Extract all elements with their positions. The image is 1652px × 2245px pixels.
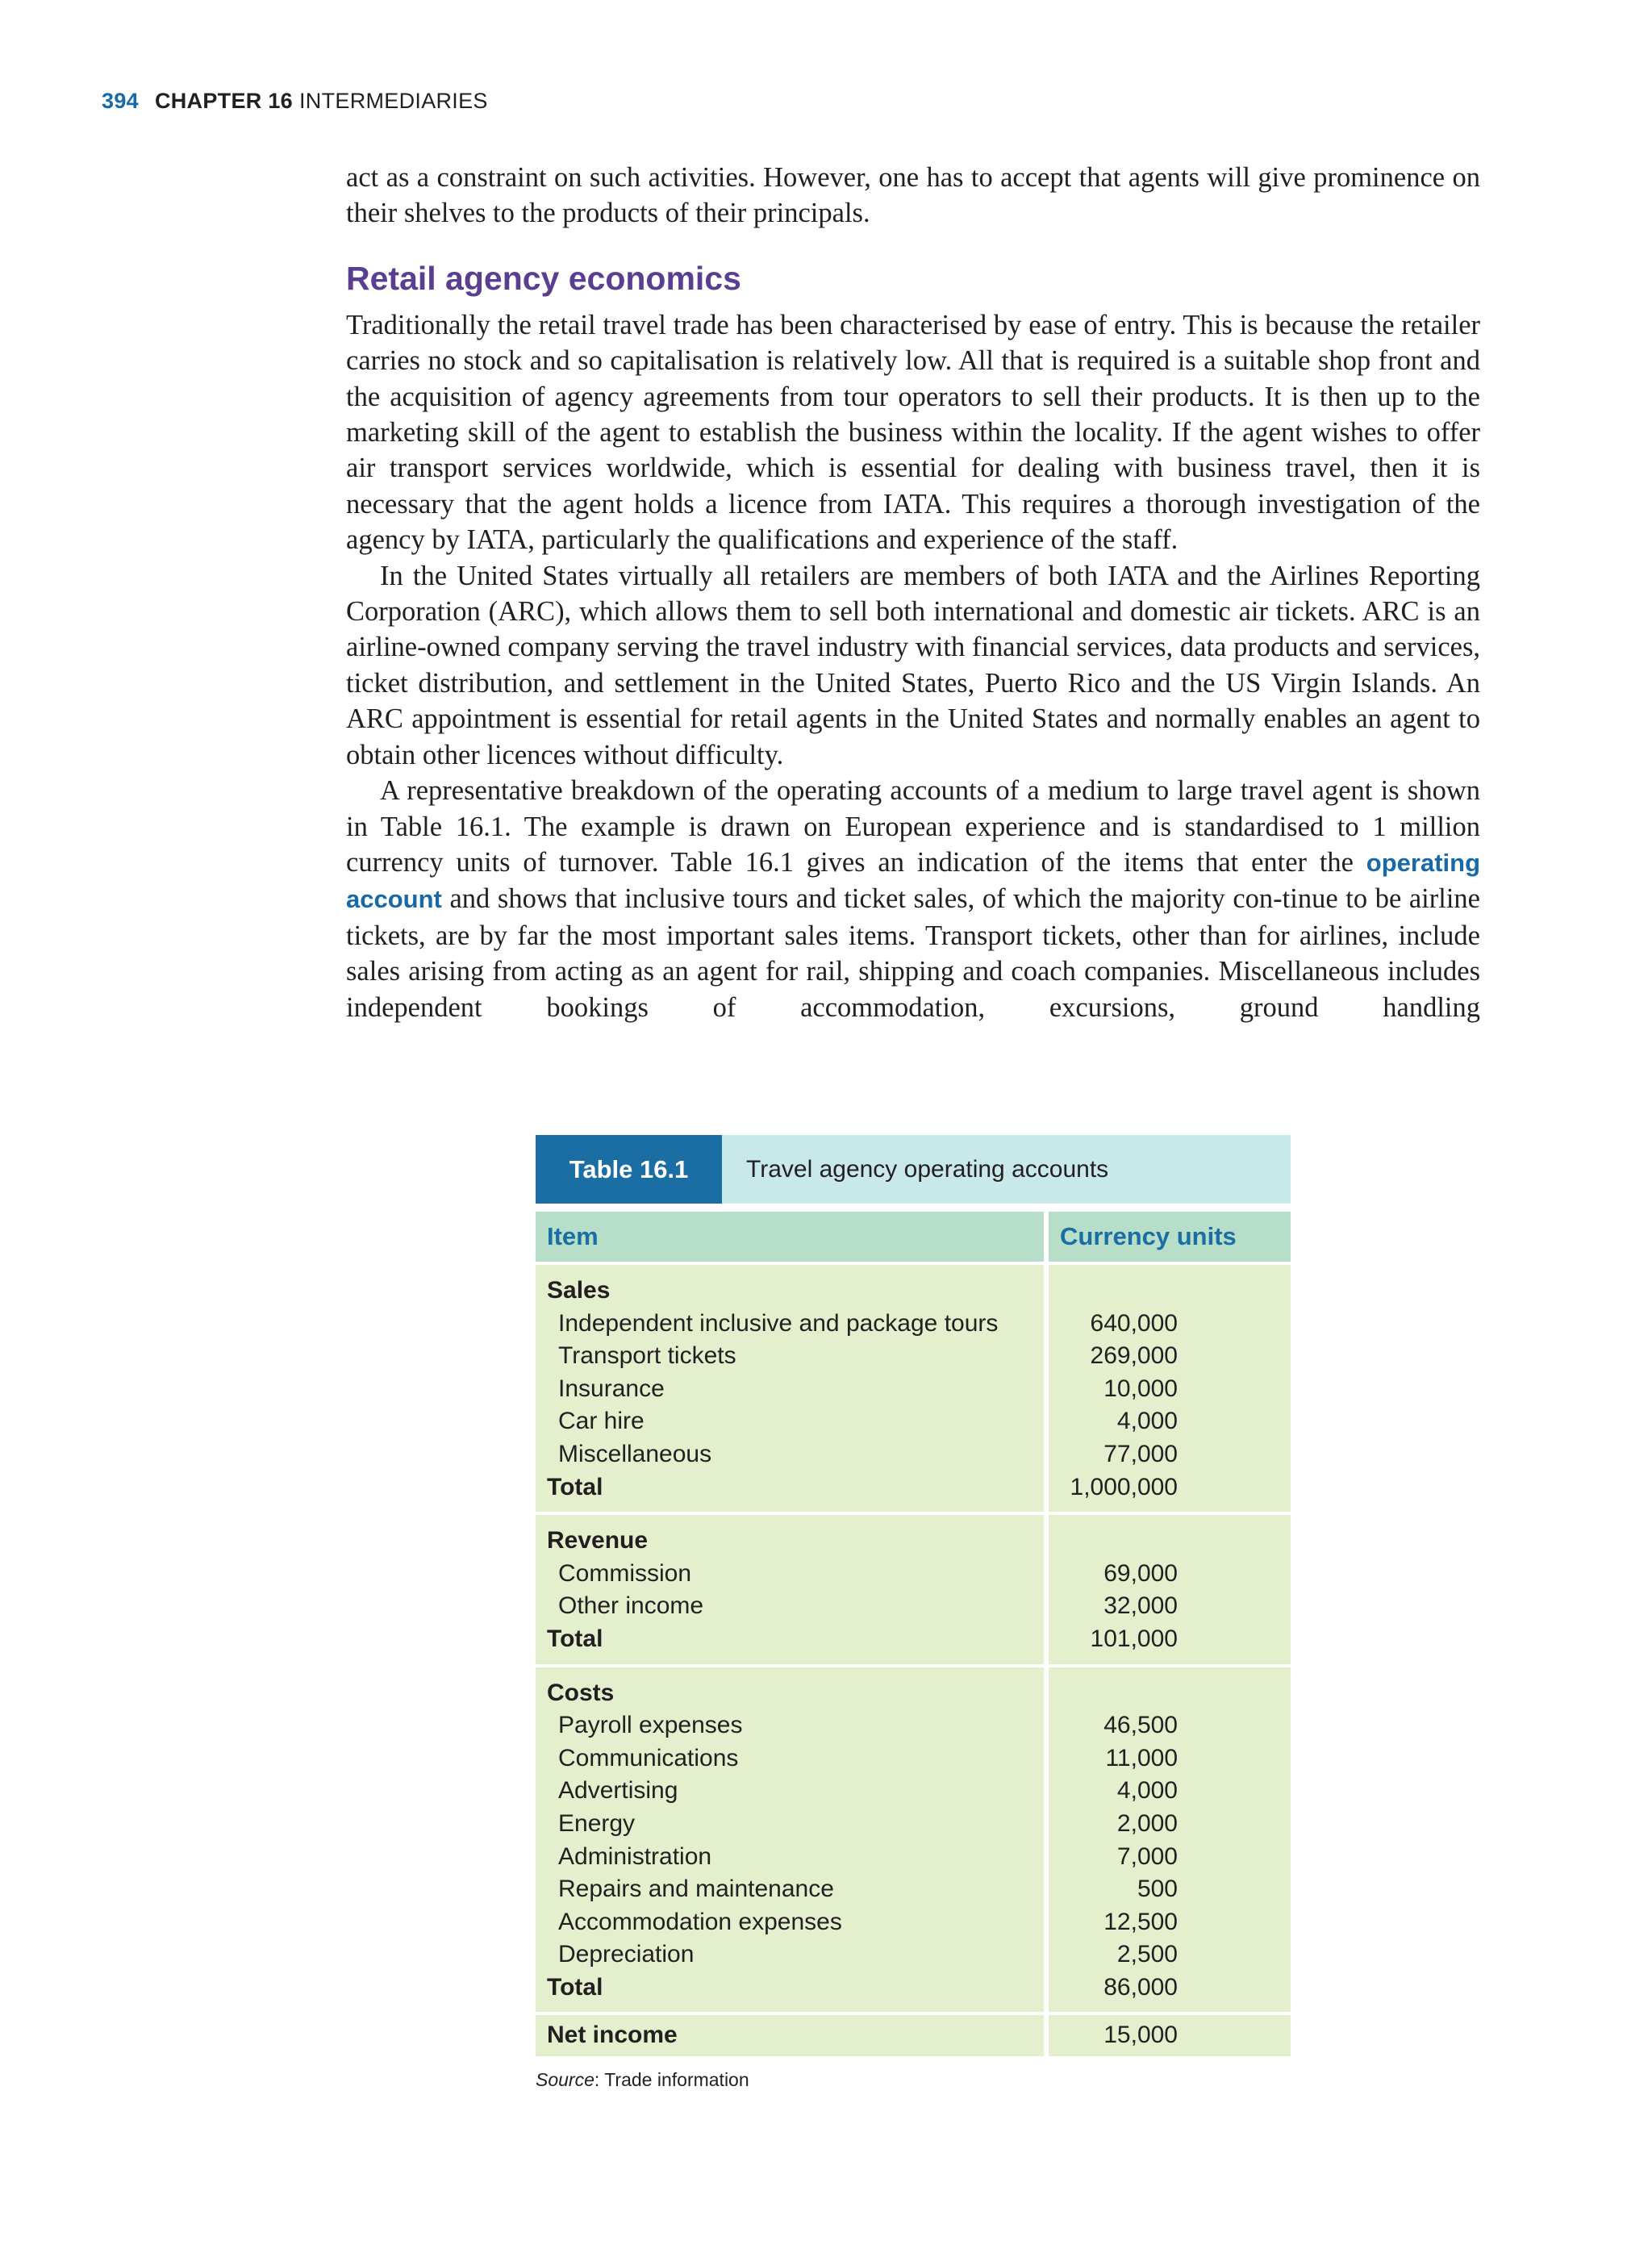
source-text: : Trade information [594, 2069, 749, 2091]
table-row-label: Payroll expenses [558, 1712, 743, 1739]
costs-values [1049, 1667, 1291, 2013]
paragraph-2: In the United States virtually all retailers are members of both IATA and the Airlines Reporting Corporation (ARC), which allows them to sell both international and domestic air tickets. ARC is an airline-owned company serving the travel industry with financial services, data products and services, ticket distribution, and settlement in the United States, Puerto Rico and the US Virgin Islands. An ARC appointment is essential for retail agents in the United States and normally enables an agent to obtain other licences without difficulty. [346, 560, 1480, 770]
paragraph-1: Traditionally the retail travel trade has been characterised by ease of entry. This is because the retailer carries no stock and so capitalisation is relatively low. All that is required is a suitable shop front and the acquisition of agency agreements from tour operators to sell their products. It is then up to the marketing skill of the agent to establish the business within the locality. If the agent wishes to offer air transport services worldwide, which is essential for dealing with business travel, then it is necessary that the agent holds a licence from IATA. This requires a thorough investigation of the agency by IATA, particularly the qualifications and experience of the staff. [346, 309, 1480, 556]
table-row-value: 10,000 [1103, 1375, 1178, 1402]
table-16-1 [536, 1135, 1291, 2091]
table-row-value: 12,500 [1103, 1908, 1178, 1935]
table-row-label: Repairs and maintenance [558, 1876, 834, 1903]
costs-total-value: 86,000 [1103, 1973, 1178, 2001]
table-row-value: 7,000 [1116, 1842, 1178, 1870]
revenue-heading: Revenue [547, 1527, 649, 1554]
sales-block [536, 1265, 1291, 1512]
table-row-value: 640,000 [1090, 1309, 1178, 1337]
sales-total-value: 1,000,000 [1070, 1473, 1178, 1500]
body-text [346, 160, 1480, 1025]
table-row-value: 46,500 [1103, 1712, 1178, 1739]
paragraph-3-start: A representative breakdown of the operating accounts of a medium to large travel agent is shown in Table 16.1. The example is drawn on European experience and is standardised to 1 million currency units of turnover. Table 16.1 gives an indication of the items that enter the [346, 775, 1480, 878]
table-row-label: Insurance [558, 1375, 665, 1402]
costs-total-label: Total [547, 1973, 603, 2001]
keyword-link[interactable]: operating account [346, 848, 1481, 914]
table-row-value: 2,500 [1116, 1941, 1178, 1968]
running-head [102, 89, 488, 114]
sales-values [1049, 1265, 1291, 1512]
sales-labels [536, 1265, 1044, 1512]
net-income-label: Net income [547, 2022, 678, 2049]
paragraph-3-end: and shows that inclusive tours and ticket sales, of which the majority con-tinue to be airline tickets, are by far the most important sales items. Transport tickets, other than for airlines, include sales arising from acting as an agent for rail, shipping and coach companies. Miscellaneous includes independent bookings of accommodation, excursions, ground handling [346, 883, 1480, 1023]
sales-total-label: Total [547, 1473, 603, 1500]
table-row-label: Transport tickets [558, 1342, 736, 1370]
column-header-value: Currency units [1049, 1212, 1291, 1262]
page-number: 394 [102, 89, 139, 113]
table-row-value: 11,000 [1105, 1744, 1178, 1771]
net-income-value: 15,000 [1103, 2022, 1178, 2049]
table-row-label: Commission [558, 1559, 692, 1587]
table-row-value: 4,000 [1116, 1408, 1178, 1435]
table-row-value: 69,000 [1103, 1559, 1178, 1587]
table-row-label: Communications [558, 1744, 739, 1771]
table-row-label: Advertising [558, 1777, 678, 1805]
table-row-label: Depreciation [558, 1941, 695, 1968]
table-row-value: 77,000 [1103, 1440, 1178, 1467]
table-row-value: 500 [1137, 1876, 1178, 1903]
revenue-total-label: Total [547, 1625, 603, 1652]
table-row-value: 4,000 [1116, 1777, 1178, 1805]
table-row-label: Administration [558, 1842, 712, 1870]
sales-heading: Sales [547, 1277, 611, 1304]
table-number: Table 16.1 [536, 1135, 722, 1204]
table-row-label: Miscellaneous [558, 1440, 712, 1467]
table-row-label: Other income [558, 1592, 704, 1620]
costs-block [536, 1667, 1291, 2013]
table-grid [536, 1212, 1291, 2056]
chapter-title: INTERMEDIARIES [299, 89, 488, 113]
column-header-row [536, 1212, 1291, 1262]
revenue-block [536, 1515, 1291, 1663]
section-heading: Retail agency economics [346, 259, 741, 297]
table-header-bar [536, 1135, 1291, 1204]
source-label: Source [536, 2069, 594, 2091]
revenue-total-value: 101,000 [1090, 1625, 1178, 1652]
net-income-row [536, 2015, 1291, 2056]
chapter-label: CHAPTER 16 [154, 89, 293, 113]
table-source-note [536, 2069, 1291, 2091]
paragraph-3 [346, 773, 1480, 1025]
revenue-labels [536, 1515, 1044, 1663]
table-caption: Travel agency operating accounts [722, 1135, 1291, 1204]
costs-heading: Costs [547, 1679, 615, 1706]
table-row-label: Accommodation expenses [558, 1908, 842, 1935]
paragraph-continued: act as a constraint on such activities. However, one has to accept that agents will give prominence on their shelves to the products of their principals. [346, 162, 1480, 229]
table-row-value: 32,000 [1103, 1592, 1178, 1620]
column-header-item: Item [536, 1212, 1044, 1262]
revenue-values [1049, 1515, 1291, 1663]
table-row-value: 2,000 [1116, 1809, 1178, 1837]
table-row-label: Car hire [558, 1408, 645, 1435]
table-row-value: 269,000 [1090, 1342, 1178, 1370]
table-row-label: Energy [558, 1809, 636, 1837]
costs-labels [536, 1667, 1044, 2013]
table-row-label: Independent inclusive and package tours [558, 1309, 999, 1337]
